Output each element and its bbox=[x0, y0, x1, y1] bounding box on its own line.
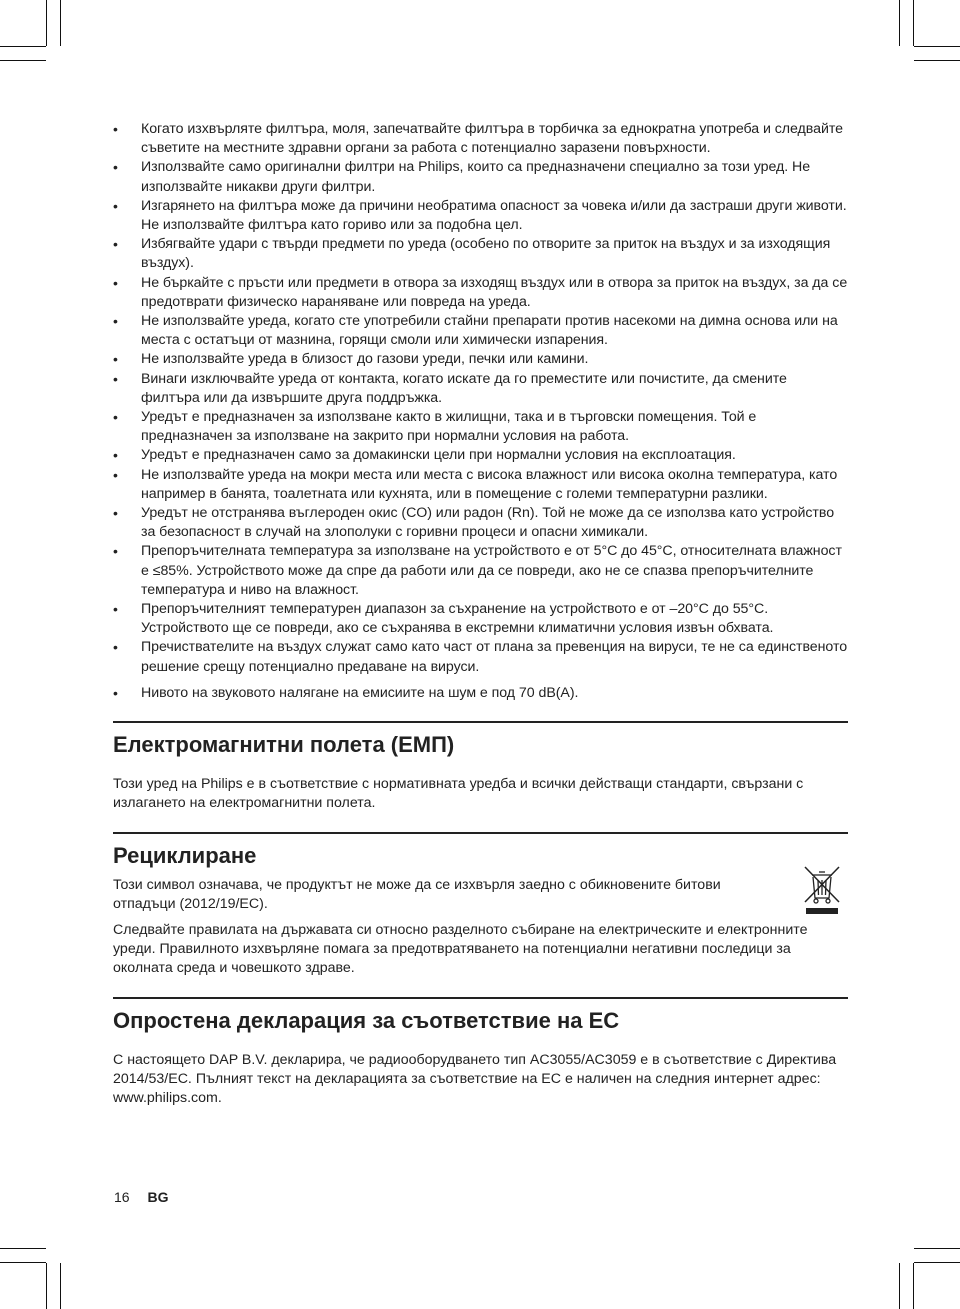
language-code: BG bbox=[147, 1189, 169, 1205]
bullet-item: • Препоръчителният температурен диапазон за съхранение на устройството е от –20°C до 55°C. Устройството ще се повреди, ако се съхранява в екстремни климатични условия извън обхвата. bbox=[113, 600, 848, 638]
page-content bbox=[113, 120, 848, 1115]
crop-mark bbox=[914, 1248, 960, 1249]
crop-mark bbox=[899, 0, 900, 46]
bullet-item: • Изгарянето на филтъра може да причини необратима опасност за човека и/или да застраши други животи. Не използвайте филтъра като гориво или за подобна цел. bbox=[113, 197, 848, 235]
bullet-item: • Пречиствателите на въздух служат само като част от плана за превенция на вируси, те не са единственото решение срещу потенциално предаване на вируси. bbox=[113, 638, 848, 676]
crop-mark bbox=[914, 1262, 960, 1263]
crop-mark bbox=[60, 0, 61, 46]
bullet-item: • Избягвайте удари с твърди предмети по уреда (особено по отворите за приток на въздух и за изходящия въздух). bbox=[113, 235, 848, 273]
bullet-item: • Не използвайте уреда в близост до газови уреди, печки или камини. bbox=[113, 350, 848, 369]
bullet-item: • Използвайте само оригинални филтри на Philips, които са предназначени специално за този уред. Не използвайте никакви други филтри. bbox=[113, 158, 848, 196]
crop-mark bbox=[914, 46, 960, 47]
declaration-section bbox=[113, 997, 848, 1109]
crop-mark bbox=[60, 1263, 61, 1309]
crop-mark bbox=[0, 1248, 46, 1249]
bullet-item: • Нивото на звуковото налягане на емисиите на шум е под 70 dB(A). bbox=[113, 684, 848, 703]
recycling-heading: Рециклиране bbox=[113, 842, 257, 868]
crop-mark bbox=[0, 1262, 46, 1263]
crop-mark bbox=[913, 0, 914, 46]
emf-text: Този уред на Philips е в съответствие с нормативната уредба и всички действащи стандарти, свързани с излагането на електромагнитни полета. bbox=[113, 776, 804, 812]
crop-mark bbox=[914, 60, 960, 61]
bullet-item: • Когато изхвърляте филтъра, моля, запечатвайте филтъра в торбичка за еднократна употреба и следвайте съветите на местните здравни органи за работа с потенциално заразени повърхности. bbox=[113, 120, 848, 158]
weee-crossed-bin-icon bbox=[802, 864, 842, 918]
recycling-text-1: Този символ означава, че продуктът не може да се изхвърля заедно с обикновените битови отпадъци (2012/19/ЕС). bbox=[113, 876, 721, 912]
crop-mark bbox=[0, 46, 46, 47]
declaration-heading: Опростена декларация за съответствие на ЕС bbox=[113, 1007, 620, 1033]
bullet-item: • Уредът не отстранява въглероден окис (CO) или радон (Rn). Той не може да се използва като устройство за безопасност в случай на злополуки с горивни процеси и опасни химикали. bbox=[113, 504, 848, 542]
bullet-item: • Винаги изключвайте уреда от контакта, когато искате да го преместите или почистите, да смените филтъра или да извършите друга поддръжка. bbox=[113, 370, 848, 408]
recycling-text-2: Следвайте правилата на държавата си относно разделното събиране на електрическите и електронните уреди. Правилното изхвърляне помага за предотвратяването на потенциални негативни последици за околната среда и човешкото здраве. bbox=[113, 921, 808, 977]
safety-bullet-list bbox=[113, 120, 848, 703]
bullet-item: • Не използвайте уреда на мокри места или места с висока влажност или висока околна температура, като например в банята, тоалетната или кухнята, или в помещение с големи температурни разлики. bbox=[113, 466, 848, 504]
crop-mark bbox=[899, 1263, 900, 1309]
bullet-item: • Не използвайте уреда, когато сте употребили стайни препарати против насекоми на димна основа или на места с остатъци от мазнина, горящи смоли или химически изпарения. bbox=[113, 312, 848, 350]
recycling-section bbox=[113, 832, 848, 979]
bullet-item: • Уредът е предназначен за използване както в жилищни, така и в търговски помещения. Той е предназначен за използване на закрито при нормални условия на работа. bbox=[113, 408, 848, 446]
crop-mark bbox=[46, 0, 47, 46]
emf-section bbox=[113, 721, 848, 813]
declaration-text: С настоящето DAP B.V. декларира, че радиооборудването тип AC3055/AC3059 е в съответствие с Директива 2014/53/ЕС. Пълният текст на декларацията за съответствие на ЕС е наличен на следния интернет адрес: www.philips.com. bbox=[113, 1051, 837, 1106]
bullet-item: • Не бъркайте с пръсти или предмети в отвора за изходящ въздух или в отвора за приток на въздух, за да се предотврати физическо нараняване или повреда на уреда. bbox=[113, 274, 848, 312]
page-footer bbox=[114, 1188, 168, 1206]
crop-mark bbox=[913, 1263, 914, 1309]
crop-mark bbox=[0, 60, 46, 61]
bullet-item: • Препоръчителната температура за използване на устройството е от 5°C до 45°C, относителната влажност е ≤85%. Устройството може да спре да работи или да се повреди, ако не се спазва препоръчителните температура и ниво на влажност. bbox=[113, 542, 848, 600]
emf-heading: Електромагнитни полета (ЕМП) bbox=[113, 732, 455, 758]
crop-mark bbox=[46, 1263, 47, 1309]
page-number: 16 bbox=[114, 1189, 130, 1205]
recycling-body bbox=[113, 876, 848, 979]
bullet-item: • Уредът е предназначен само за домакински цели при нормални условия на експлоатация. bbox=[113, 446, 848, 465]
